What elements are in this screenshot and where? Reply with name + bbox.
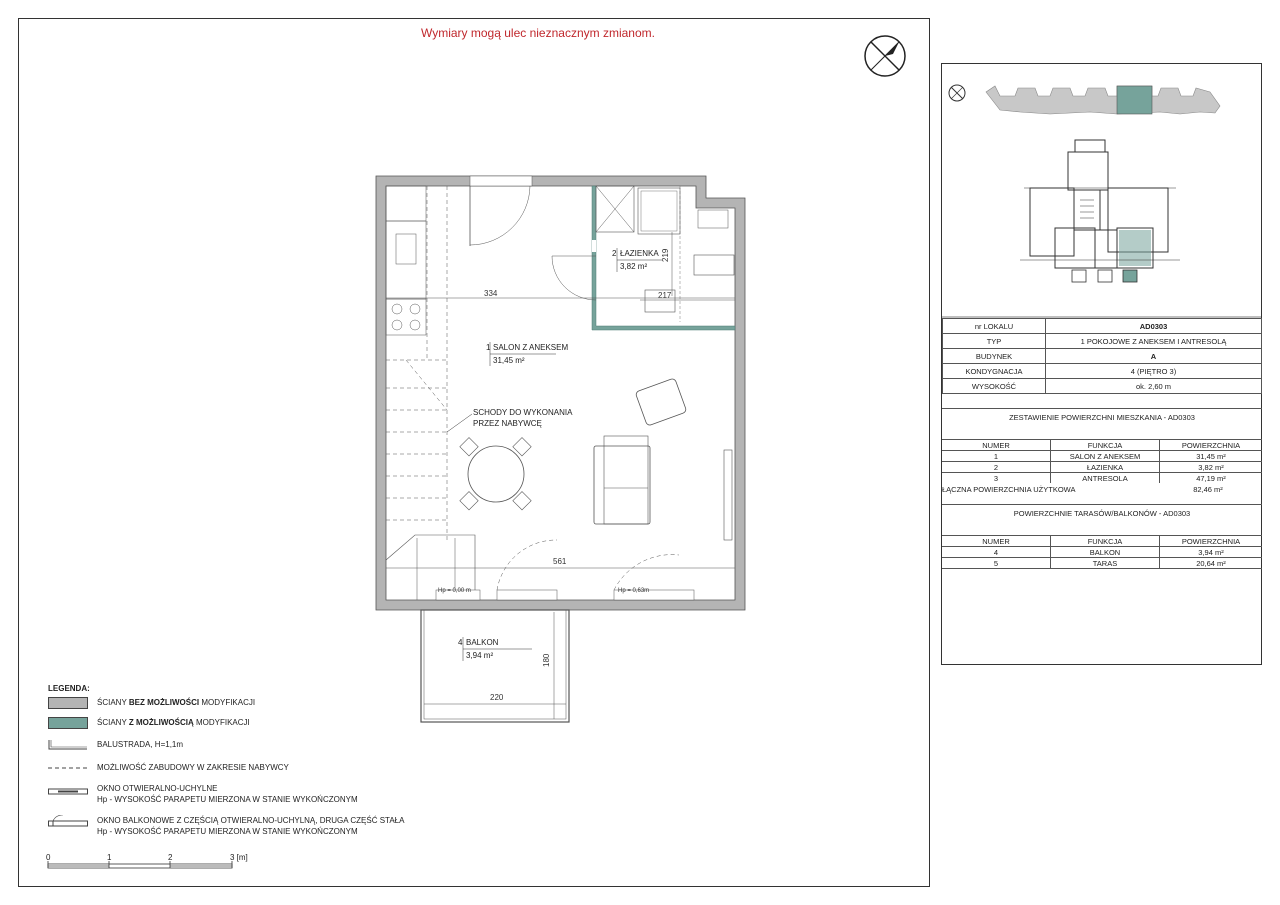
table-row: TYP 1 POKOJOWE Z ANEKSEM I ANTRESOLĄ <box>943 334 1262 349</box>
legend-item-fixed-wall: ŚCIANY BEZ MOŻLIWOŚCI MODYFIKACJI <box>48 697 255 709</box>
scale-bar <box>42 850 262 872</box>
total-area-row <box>942 483 1262 496</box>
stairs-note-line2: PRZEZ NABYWCĘ <box>473 419 542 428</box>
total-area-value: 82,46 m² <box>1193 485 1223 494</box>
apartment-info <box>942 318 1262 569</box>
room-4-area: 3,94 m² <box>466 651 494 660</box>
legend-item-window: OKNO OTWIERALNO-UCHYLNE Hp - WYSOKOŚĆ PARAPETU MIERZONA W STANIE WYKOŃCZONYM <box>48 783 358 805</box>
scale-label-1: 1 <box>107 853 112 862</box>
hp-label-1: Hp = 0,00 m <box>438 588 471 594</box>
room-4-num: 4 <box>458 638 463 647</box>
room-2-area: 3,82 m² <box>620 262 648 271</box>
room-1-area: 31,45 m² <box>493 356 525 365</box>
table-row: nr LOKALU AD0303 <box>943 319 1262 334</box>
terrace-title: POWIERZCHNIE TARASÓW/BALKONÓW - AD0303 <box>1013 509 1191 518</box>
dim-217: 217 <box>658 291 672 300</box>
legend-item-balustrade: BALUSTRADA, H=1,1m <box>48 739 183 751</box>
floor-plan <box>370 170 760 730</box>
dim-220: 220 <box>490 693 504 702</box>
hp-label-2: Hp = 0,63m <box>618 588 650 594</box>
legend-item-balcony-window: OKNO BALKONOWE Z CZĘŚCIĄ OTWIERALNO-UCHYLNĄ, DRUGA CZĘŚĆ STAŁA Hp - WYSOKOŚĆ PARAPETU MIERZONA W STANIE WYKOŃCZONYM <box>48 815 404 837</box>
legend-item-buyer-build: MOŻLIWOŚĆ ZABUDOWY W ZAKRESIE NABYWCY <box>48 762 289 774</box>
areas-table <box>942 439 1262 483</box>
scale-label-0: 0 <box>46 853 51 862</box>
key-plan <box>942 64 1261 318</box>
apartment-details-table <box>942 318 1262 394</box>
table-row: WYSOKOŚĆ ok. 2,60 m <box>943 379 1262 394</box>
table-row: BUDYNEK A <box>943 349 1262 364</box>
dim-561: 561 <box>553 557 567 566</box>
legend-title: LEGENDA: <box>48 684 90 693</box>
dimension-notice: Wymiary mogą ulec nieznacznym zmianom. <box>421 26 655 40</box>
dim-334: 334 <box>484 289 498 298</box>
modifiable-wall-swatch <box>48 717 88 729</box>
dim-219: 219 <box>661 248 670 262</box>
fixed-wall-swatch <box>48 697 88 709</box>
table-row: 5 TARAS 20,64 m² <box>942 558 1262 569</box>
balustrade-symbol <box>48 739 88 751</box>
terraces-table <box>942 535 1262 569</box>
table-row: 3 ANTRESOLA 47,19 m² <box>942 473 1262 484</box>
window-symbol <box>48 783 88 795</box>
room-1-name: SALON Z ANEKSEM <box>493 343 569 352</box>
room-2-name: ŁAZIENKA <box>620 249 659 258</box>
dashed-line-symbol <box>48 762 88 774</box>
table-header-row: NUMER FUNKCJA POWIERZCHNIA <box>942 440 1262 451</box>
outer-wall <box>376 176 745 610</box>
total-area-label: ŁĄCZNA POWIERZCHNIA UŻYTKOWA <box>942 485 1076 494</box>
room-1-num: 1 <box>486 343 491 352</box>
balcony-window-symbol <box>48 815 88 827</box>
table-row: 1 SALON Z ANEKSEM 31,45 m² <box>942 451 1262 462</box>
stairs-note-line1: SCHODY DO WYKONANIA <box>473 408 573 417</box>
dim-180: 180 <box>542 653 551 667</box>
scale-label-3: 3 [m] <box>230 853 248 862</box>
table-header-row: NUMER FUNKCJA POWIERZCHNIA <box>942 536 1262 547</box>
scale-label-2: 2 <box>168 853 173 862</box>
table-row: KONDYGNACJA 4 (PIĘTRO 3) <box>943 364 1262 379</box>
areas-title: ZESTAWIENIE POWIERZCHNI MIESZKANIA - AD0303 <box>942 408 1262 427</box>
room-4-name: BALKON <box>466 638 499 647</box>
legend-item-modifiable-wall: ŚCIANY Z MOŻLIWOŚCIĄ MODYFIKACJI <box>48 717 250 729</box>
table-row: 4 BALKON 3,94 m² <box>942 547 1262 558</box>
north-arrow-icon <box>862 33 908 79</box>
table-row: 2 ŁAZIENKA 3,82 m² <box>942 462 1262 473</box>
room-2-num: 2 <box>612 249 617 258</box>
